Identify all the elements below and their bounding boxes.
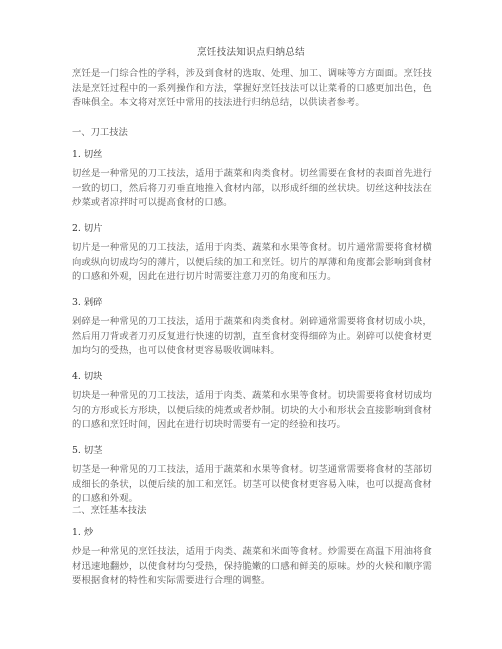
item-heading-mince: 3. 剁碎 <box>72 297 103 308</box>
section-heading-basic-techniques: 二、烹饪基本技法 <box>72 505 147 516</box>
intro-paragraph: 烹饪是一门综合性的学科，涉及到食材的选取、处理、加工、调味等方方面面。烹饪技法是烹饪过程中的一系列操作和方法，掌握好烹饪技法可以让菜肴的口感更加出色，色香味俱全。本文将对烹饪中常用的技法进行归纳总结，以供读者参考。 <box>72 68 432 108</box>
item-heading-stem: 5. 切茎 <box>72 445 103 456</box>
item-body-stem: 切茎是一种常见的刀工技法，适用于蔬菜和水果等食材。切茎通常需要将食材的茎部切成细长的条状，以便后续的加工和烹饪。切茎可以使食材更容易入味，也可以提高食材的口感和外观。 <box>72 464 432 504</box>
item-body-cube: 切块是一种常见的刀工技法，适用于肉类、蔬菜和水果等食材。切块需要将食材切成均匀的方形或长方形块，以便后续的炖煮或者炒制。切块的大小和形状会直接影响到食材的口感和烹饪时间，因此在进行切块时需要有一定的经验和技巧。 <box>72 390 432 430</box>
item-heading-shred: 1. 切丝 <box>72 149 103 160</box>
item-body-mince: 剁碎是一种常见的刀工技法，适用于蔬菜和肉类食材。剁碎通常需要将食材切成小块，然后用刀背或者刀刃反复进行快速的切割，直至食材变得细碎为止。剁碎可以使食材更加均匀的受热，也可以使食材更容易吸收调味料。 <box>72 316 432 356</box>
item-heading-slice: 2. 切片 <box>72 223 103 234</box>
document-title: 烹饪技法知识点归纳总结 <box>197 47 305 58</box>
item-body-slice: 切片是一种常见的刀工技法，适用于肉类、蔬菜和水果等食材。切片通常需要将食材横向或纵向切成均匀的薄片，以便后续的加工和烹饪。切片的厚薄和角度都会影响到食材的口感和外观，因此在进行切片时需要注意刀刃的角度和压力。 <box>72 242 432 282</box>
item-body-shred: 切丝是一种常见的刀工技法，适用于蔬菜和肉类食材。切丝需要在食材的表面首先进行一致的切口，然后将刀刃垂直地推入食材内部，以形成纤细的丝状块。切丝这种技法在炒菜或者凉拌时可以提高食材的口感。 <box>72 168 432 208</box>
item-heading-cube: 4. 切块 <box>72 371 103 382</box>
section-heading-knife-skills: 一、刀工技法 <box>72 127 128 138</box>
item-heading-stir-fry: 1. 炒 <box>72 527 94 538</box>
item-body-stir-fry: 炒是一种常见的烹饪技法，适用于肉类、蔬菜和米面等食材。炒需要在高温下用油将食材迅速地翻炒，以使食材均匀受热，保持脆嫩的口感和鲜美的原味。炒的火候和顺序需要根据食材的特性和实际需要进行合理的调整。 <box>72 546 432 586</box>
